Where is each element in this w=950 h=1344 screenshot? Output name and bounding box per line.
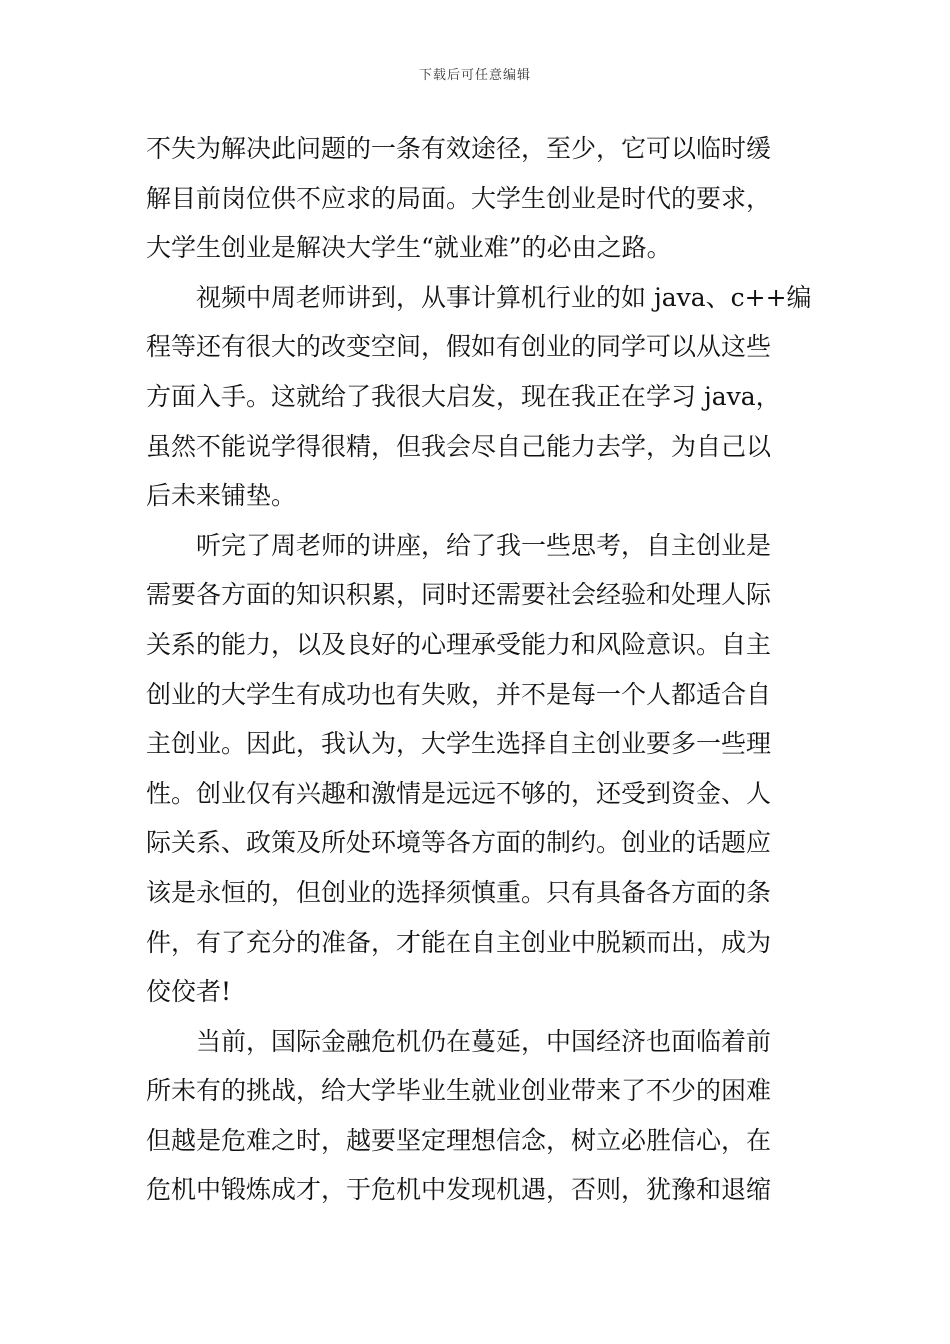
paragraph-4	[146, 1017, 808, 1215]
text-line: 危机中锻炼成才，于危机中发现机遇，否则，犹豫和退缩	[146, 1175, 772, 1205]
text-line: 佼佼者!	[146, 977, 232, 1007]
text-line: 关系的能力，以及良好的心理承受能力和风险意识。自主	[146, 629, 772, 659]
text-line: 视频中周老师讲到，从事计算机行业的如 java、c++编	[196, 282, 812, 312]
paragraph-2	[146, 273, 812, 521]
text-line: 不失为解决此问题的一条有效途径，至少，它可以临时缓	[146, 134, 772, 163]
page-header: 下载后可任意编辑	[418, 68, 531, 83]
text-line: 所未有的挑战，给大学毕业生就业创业带来了不少的困难	[146, 1076, 772, 1106]
text-line: 创业的大学生有成功也有失败，并不是每一个人都适合自	[146, 679, 772, 709]
text-line: 听完了周老师的讲座，给了我一些思考，自主创业是	[196, 530, 772, 560]
text-line: 解目前岗位供不应求的局面。大学生创业是时代的要求，	[146, 183, 772, 213]
text-line: 方面入手。这就给了我很大启发，现在我正在学习 java，	[146, 381, 781, 411]
text-line: 后未来铺垫。	[146, 481, 297, 511]
text-line: 件，有了充分的准备，才能在自主创业中脱颖而出，成为	[146, 927, 772, 957]
text-line: 需要各方面的知识积累，同时还需要社会经验和处理人际	[146, 580, 772, 610]
text-line: 大学生创业是解决大学生“就业难”的必由之路。	[146, 233, 672, 263]
text-line: 该是永恒的，但创业的选择须慎重。只有具备各方面的条	[146, 877, 772, 907]
text-line: 当前，国际金融危机仍在蔓延，中国经济也面临着前	[196, 1026, 772, 1056]
text-line: 际关系、政策及所处环境等各方面的制约。创业的话题应	[146, 828, 772, 858]
text-line: 程等还有很大的改变空间，假如有创业的同学可以从这些	[146, 332, 772, 362]
paragraph-1	[146, 124, 808, 273]
paragraph-3	[146, 521, 808, 1017]
text-line: 性。创业仅有兴趣和激情是远远不够的，还受到资金、人	[146, 778, 772, 808]
text-line: 主创业。因此，我认为，大学生选择自主创业要多一些理	[146, 729, 772, 759]
text-line: 但越是危难之时，越要坚定理想信念，树立必胜信心，在	[146, 1125, 772, 1155]
text-line: 虽然不能说学得很精，但我会尽自己能力去学，为自己以	[146, 431, 772, 461]
document-body	[146, 124, 812, 1215]
